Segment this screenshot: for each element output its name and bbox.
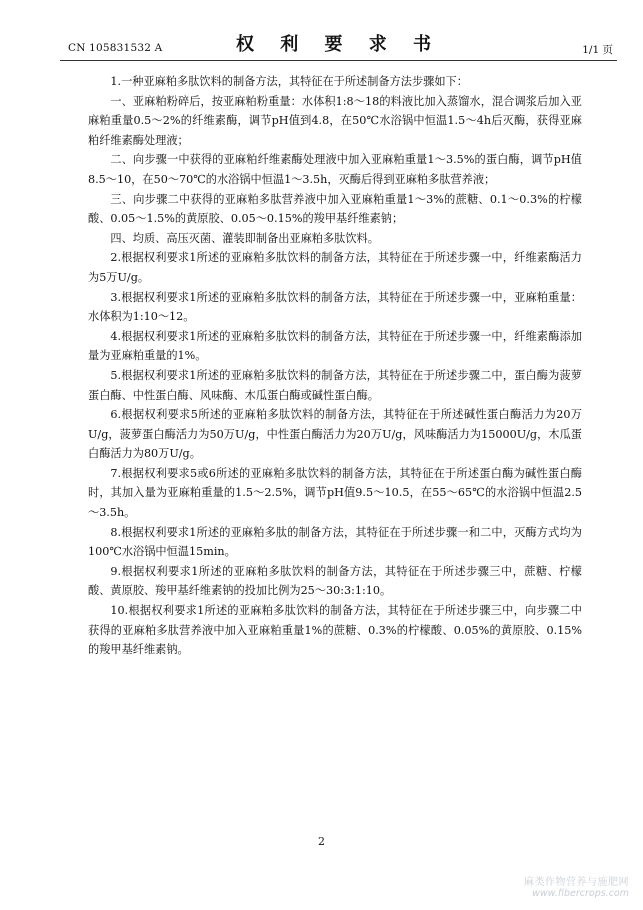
claim-paragraph: 9.根据权利要求1所述的亚麻粕多肽饮料的制备方法，其特征在于所述步骤三中，蔗糖、柠檬酸、黄原胶、羧甲基纤维素钠的投加比例为25～30:3:1:10。 bbox=[88, 564, 582, 598]
page-indicator: 1/1 页 bbox=[582, 44, 613, 56]
watermark-site-name: 麻类作物营养与施肥网 bbox=[524, 877, 629, 888]
publication-number: CN 105831532 A bbox=[68, 42, 163, 54]
page-header bbox=[60, 30, 617, 61]
claim-paragraph: 四、均质、高压灭菌、灌装即制备出亚麻粕多肽饮料。 bbox=[110, 231, 379, 245]
claim-paragraph: 8.根据权利要求1所述的亚麻粕多肽的制备方法，其特征在于所述步骤一和二中，灭酶方式均为100℃水浴锅中恒温15min。 bbox=[88, 525, 582, 559]
claim-paragraph: 4.根据权利要求1所述的亚麻粕多肽饮料的制备方法，其特征在于所述步骤一中，纤维素酶添加量为亚麻粕重量的1%。 bbox=[88, 329, 582, 363]
claim-paragraph: 6.根据权利要求5所述的亚麻粕多肽饮料的制备方法，其特征在于所述碱性蛋白酶活力为20万U/g，菠萝蛋白酶活力为50万U/g，中性蛋白酶活力为20万U/g，风味酶活力为15000U/g，木瓜蛋白酶活力为80万U/g。 bbox=[88, 408, 582, 461]
page-number: 2 bbox=[318, 835, 325, 848]
claim-paragraph: 1.一种亚麻粕多肽饮料的制备方法，其特征在于所述制备方法步骤如下： bbox=[110, 75, 468, 88]
claim-paragraph: 3.根据权利要求1所述的亚麻粕多肽饮料的制备方法，其特征在于所述步骤一中，亚麻粕重量：水体积为1:10～12。 bbox=[88, 290, 582, 324]
claim-paragraph: 7.根据权利要求5或6所述的亚麻粕多肽饮料的制备方法，其特征在于所述蛋白酶为碱性蛋白酶时，其加入量为亚麻粕重量的1.5～2.5%，调节pH值9.5～10.5，在55～65℃的水浴锅中恒温2.5～3.5h。 bbox=[88, 466, 582, 520]
claim-paragraph: 三、向步骤二中获得的亚麻粕多肽营养液中加入亚麻粕重量1～3%的蔗糖、0.1～0.3%的柠檬酸、0.05～1.5%的黄原胶、0.05～0.15%的羧甲基纤维素钠； bbox=[88, 192, 582, 226]
site-watermark bbox=[524, 877, 629, 899]
claim-paragraph: 一、亚麻粕粉碎后，按亚麻粕粉重量：水体积1:8～18的料液比加入蒸馏水，混合调浆后加入亚麻粕重量0.5～2%的纤维素酶，调节pH值到4.8，在50℃水浴锅中恒温1.5～4h后灭酶，获得亚麻粕纤维素酶处理液； bbox=[88, 94, 582, 147]
watermark-url: www.fibercrops.com bbox=[532, 888, 629, 899]
document-title: 权 利 要 求 书 bbox=[235, 34, 442, 55]
claims-body bbox=[88, 72, 582, 660]
claim-paragraph: 2.根据权利要求1所述的亚麻粕多肽饮料的制备方法，其特征在于所述步骤一中，纤维素酶活力为5万U/g。 bbox=[88, 251, 582, 284]
claim-paragraph: 5.根据权利要求1所述的亚麻粕多肽饮料的制备方法，其特征在于所述步骤二中，蛋白酶为菠萝蛋白酶、中性蛋白酶、风味酶、木瓜蛋白酶或碱性蛋白酶。 bbox=[88, 368, 582, 402]
claim-paragraph: 二、向步骤一中获得的亚麻粕纤维素酶处理液中加入亚麻粕重量1～3.5%的蛋白酶，调节pH值8.5～10，在50～70℃的水浴锅中恒温1～3.5h，灭酶后得到亚麻粕多肽营养液； bbox=[88, 153, 582, 186]
claim-paragraph: 10.根据权利要求1所述的亚麻粕多肽饮料的制备方法，其特征在于所述步骤三中，向步骤二中获得的亚麻粕多肽营养液中加入亚麻粕重量1%的蔗糖、0.3%的柠檬酸、0.05%的黄原胶、0.15%的羧甲基纤维素钠。 bbox=[88, 604, 582, 657]
